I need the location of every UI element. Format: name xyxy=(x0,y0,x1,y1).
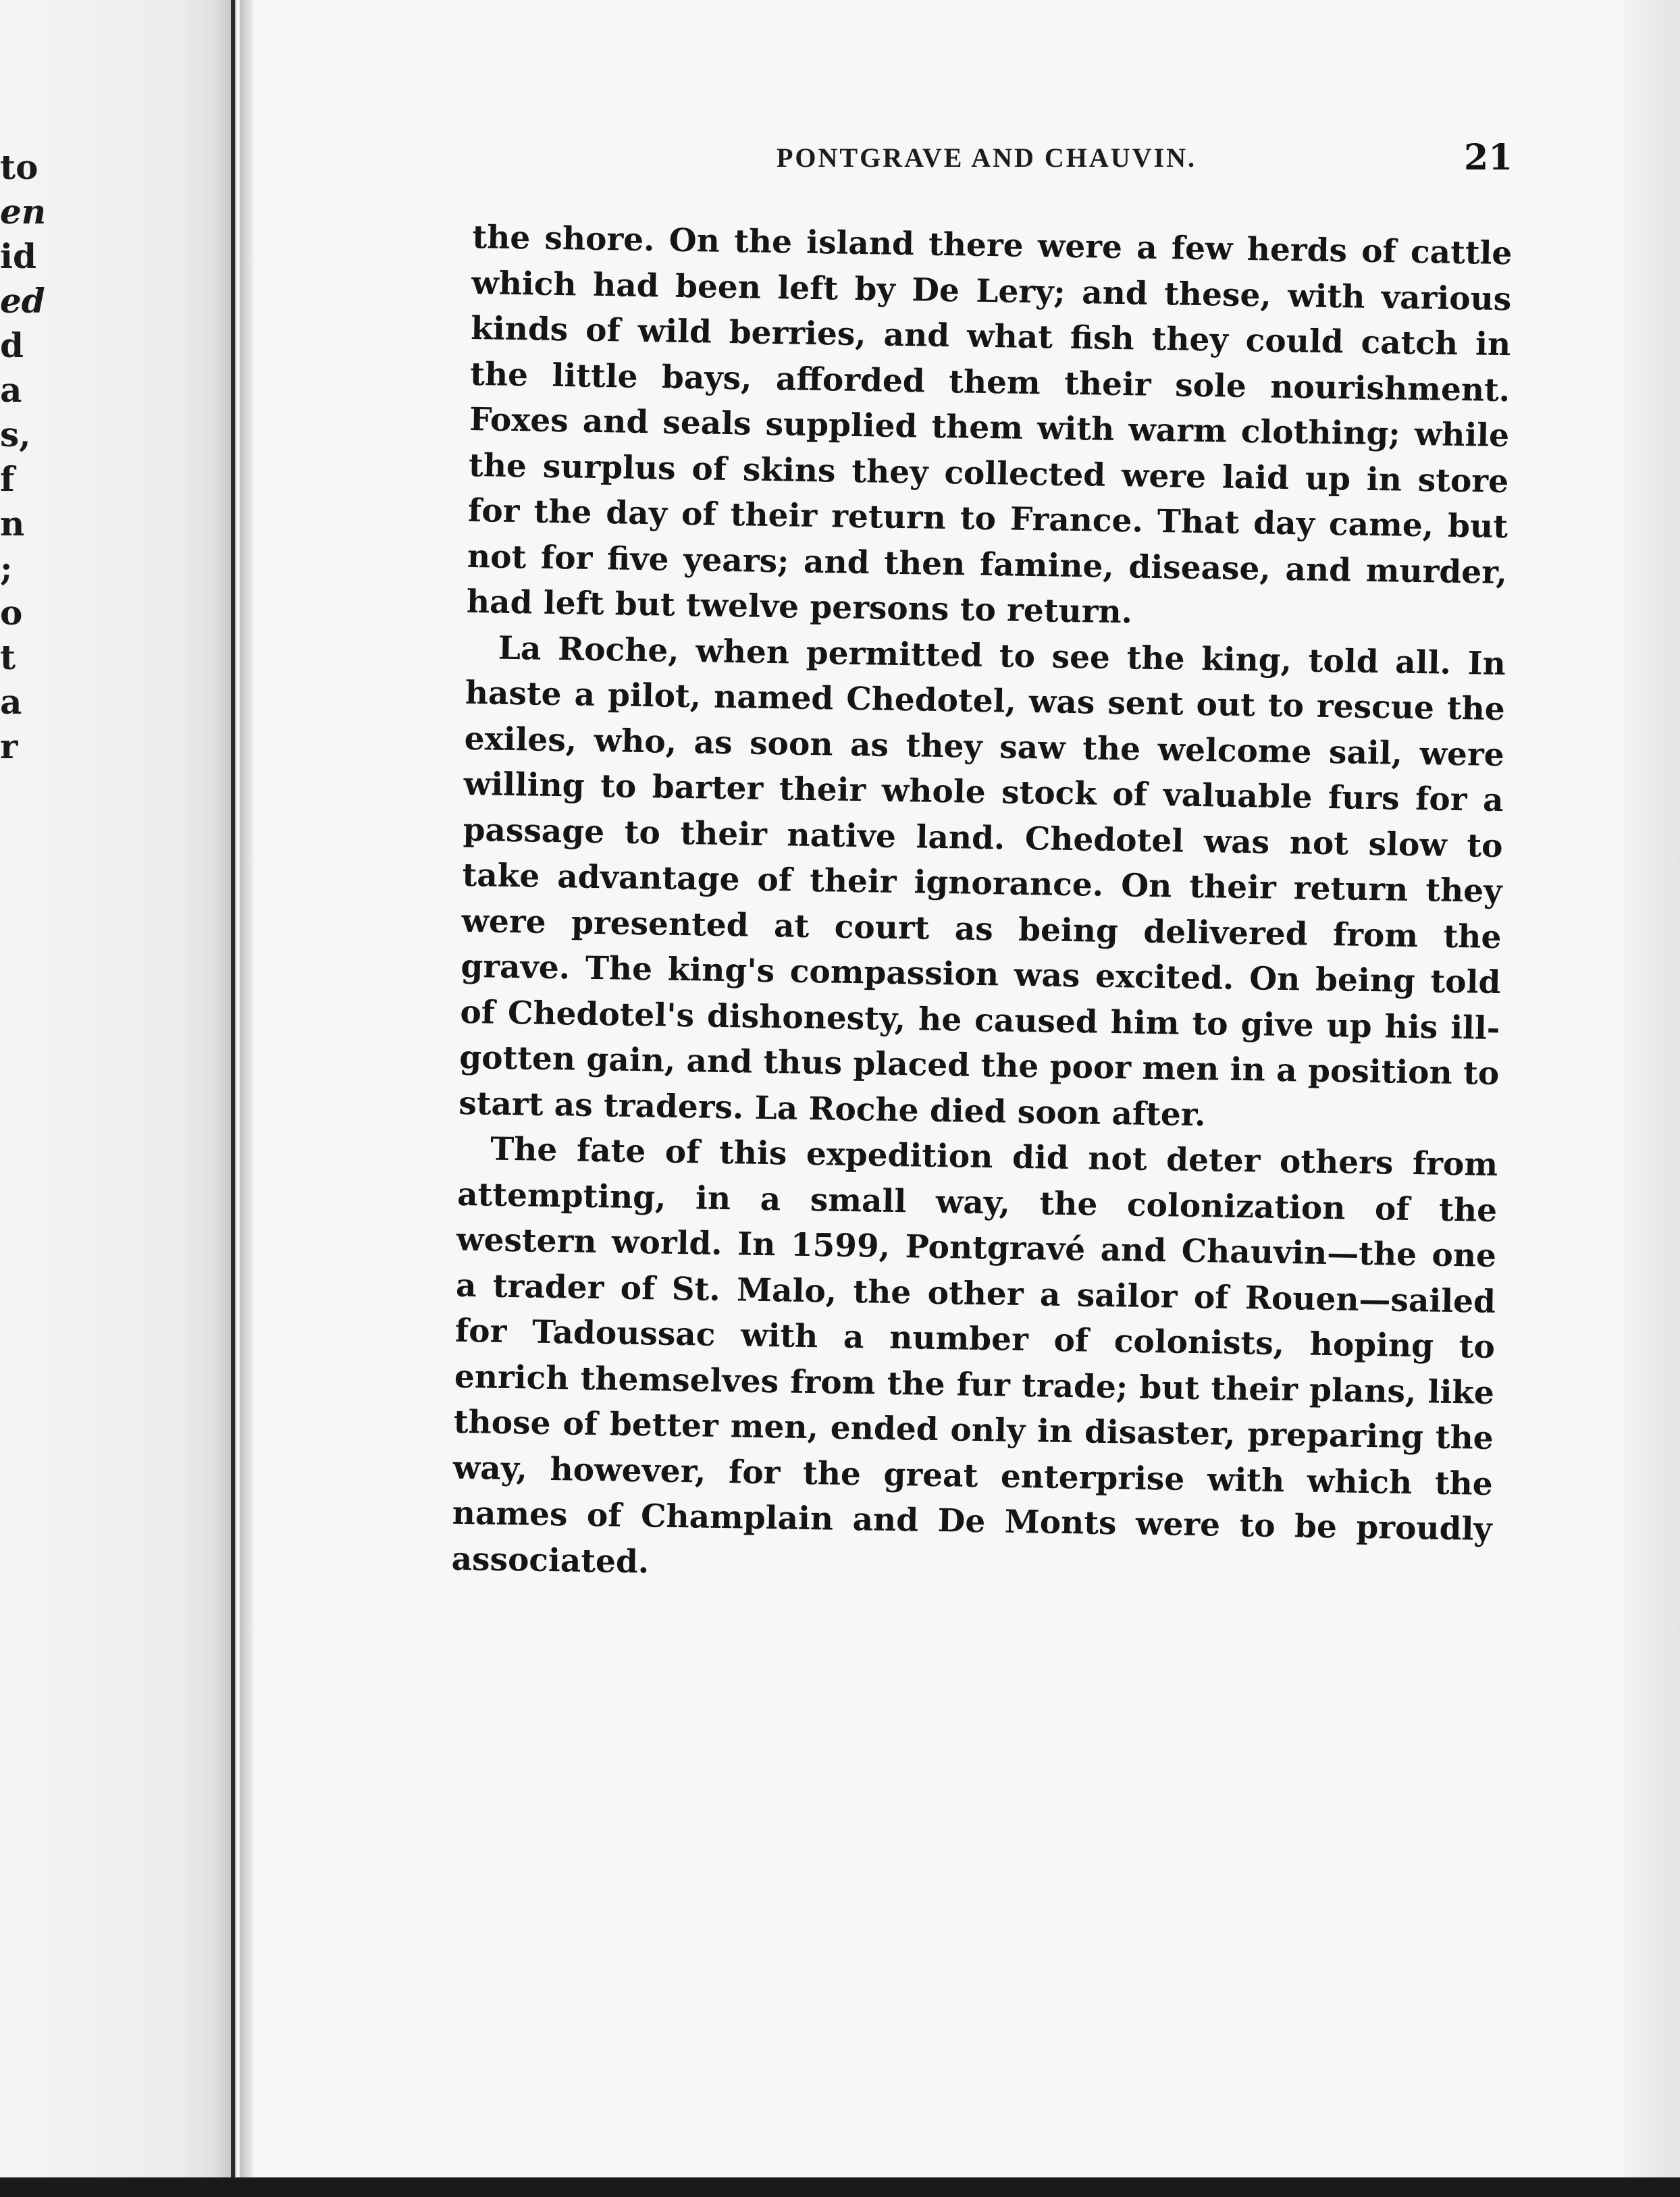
fragment-line: ; xyxy=(0,548,13,588)
fragment-line: o xyxy=(0,593,23,633)
fragment-line: d xyxy=(0,325,24,365)
page-outer-edge xyxy=(1623,0,1680,2197)
fragment-line: f xyxy=(0,459,15,499)
paragraph: La Roche, when permitted to see the king, told all. In haste a pilot, named Chedotel, was sent out to rescue the exiles, who, as soon as they saw the welcome sail, were willing to barter their whole stock of valuable furs for a passage to their native land. Chedotel was not slow to take advantage of their ignorance. On their return they were presented at court as being delivered from the grave. The king's compassion was excited. On being told of Chedotel's dishonesty, he caused him to give up his ill-gotten gain, and thus placed the poor men in a position to start as traders. La Roche died soon after. xyxy=(458,629,1506,1134)
paragraph: The fate of this expedition did not deter others from attempting, in a small way, the colonization of the western world. In 1599, Pontgravé and Chauvin—the one a trader of St. Malo, the other a sailor of Rouen—sailed for Tadoussac with a number of colonists, hoping to enrich themselves from the fur trade; but their plans, like those of better men, ended only in disaster, preparing the way, however, for the great enterprise with which the names of Champlain and De Monts were to be proudly associated. xyxy=(451,1130,1498,1581)
page-number: 21 xyxy=(1464,137,1513,178)
fragment-line: t xyxy=(0,637,16,677)
fragment-line: r xyxy=(0,726,18,766)
fragment-line: n xyxy=(0,504,25,544)
scan-bottom-border xyxy=(0,2177,1680,2197)
fragment-line: en xyxy=(0,192,47,232)
fragment-line: a xyxy=(0,370,22,410)
fragment-line: s, xyxy=(0,415,31,454)
fragment-line: ed xyxy=(0,281,45,321)
page-body xyxy=(451,215,1513,1598)
page-border-line xyxy=(231,0,235,2197)
fragment-line: to xyxy=(0,147,38,187)
paragraph: the shore. On the island there were a few herds of cattle which had been left by De Lery; and these, with various kinds of wild berries, and what fish they could catch in the little bays, afforded them their sole nourishment. Foxes and seals supplied them with warm clothing; while the surplus of skins they collected were laid up in store for the day of their return to France. That day came, but not for five years; and then famine, disease, and murder, had left but twelve persons to return. xyxy=(466,218,1513,631)
fragment-line: a xyxy=(0,682,22,722)
previous-page-edge xyxy=(0,0,236,2197)
previous-page-text-fragments xyxy=(0,145,61,769)
running-head: PONTGRAVE AND CHAUVIN. xyxy=(777,142,1197,173)
fragment-line: id xyxy=(0,236,36,276)
